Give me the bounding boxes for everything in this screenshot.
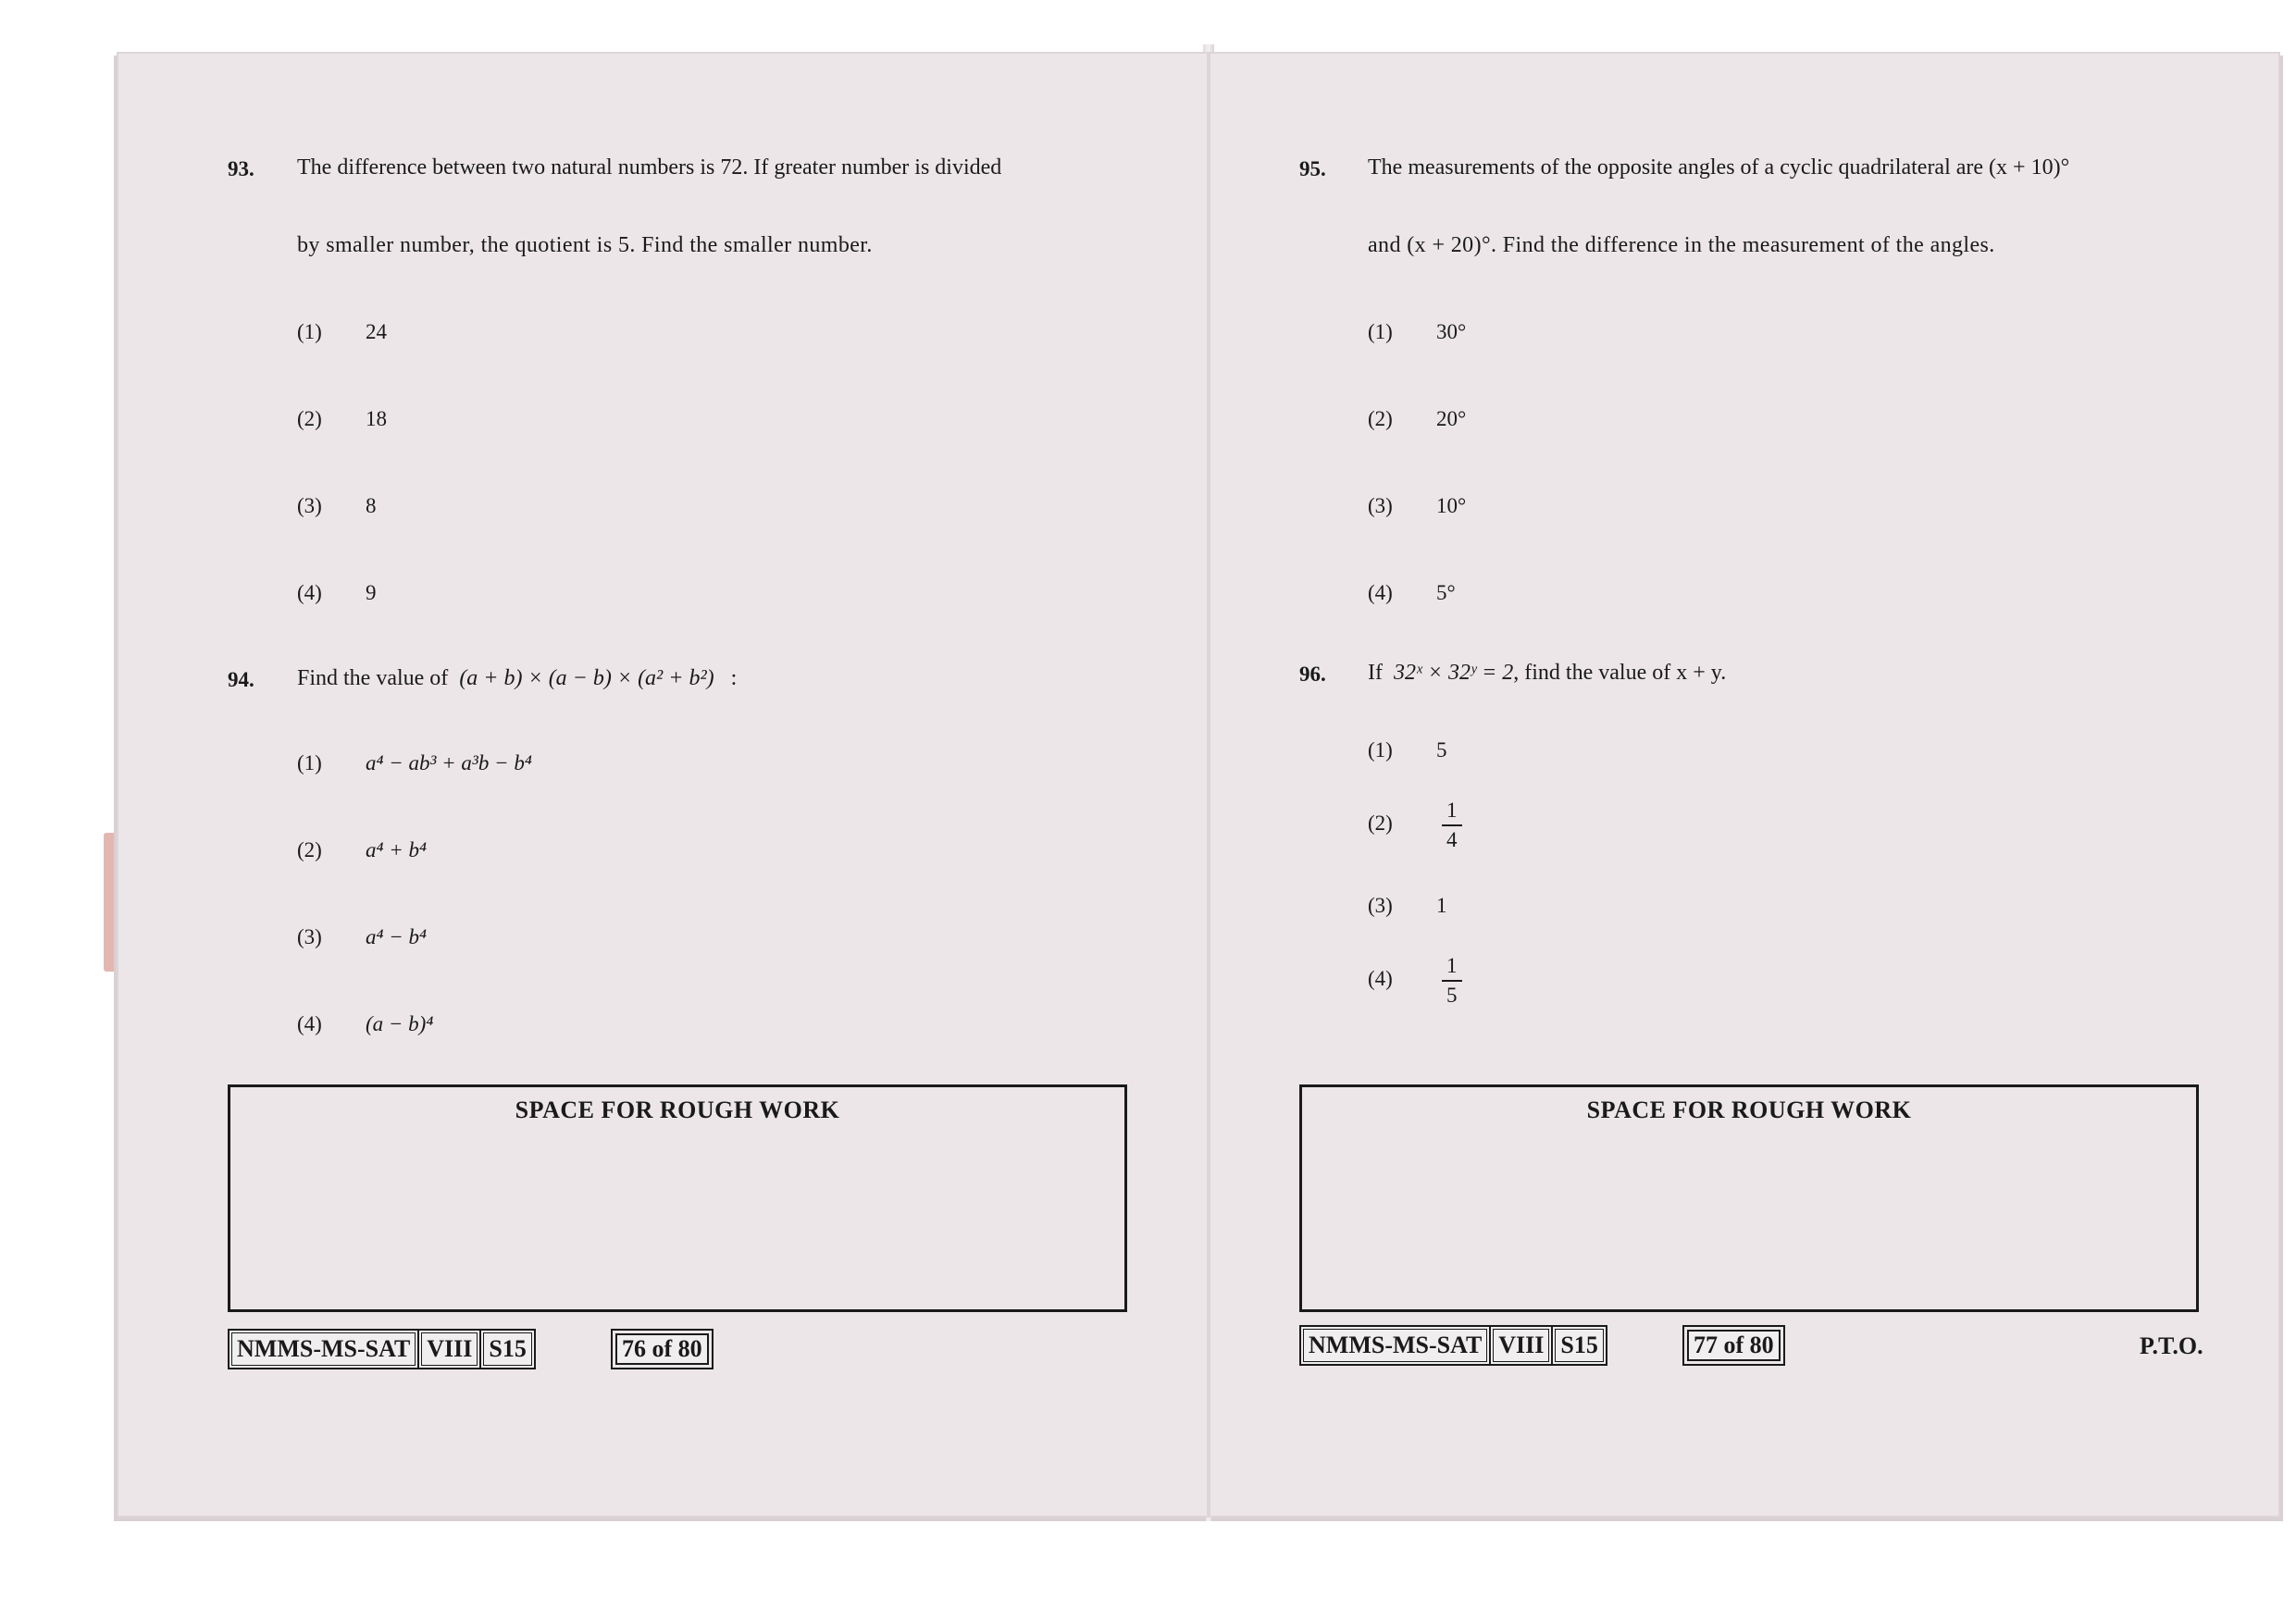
option-2: (2) 18 — [297, 407, 387, 430]
page-number: 76 of 80 — [611, 1329, 714, 1369]
rough-work-box — [1299, 1084, 2199, 1312]
option-4: (4) $\frac{1}{5}$ — [1368, 955, 1462, 1007]
footer-code-box — [228, 1329, 536, 1369]
set-label: S15 — [1553, 1327, 1605, 1364]
option-1: (1) 30° — [1368, 320, 1467, 343]
exam-code: NMMS-MS-SAT — [230, 1331, 419, 1368]
fraction: $\frac{1}{4}$ — [1442, 799, 1462, 851]
question-number: 95. — [1299, 157, 1326, 180]
set-label: S15 — [481, 1331, 533, 1368]
question-number: 94. — [228, 668, 254, 691]
question-text-line1: The measurements of the opposite angles of a cyclic quadrilateral are (x + 10)° — [1368, 155, 2070, 180]
rough-work-title: SPACE FOR ROUGH WORK — [1586, 1096, 1912, 1123]
math-expression: 32ˣ × 32ʸ = 2 — [1393, 661, 1514, 685]
footer-code-box — [1299, 1325, 1607, 1366]
option-2: (2) 20° — [1368, 407, 1467, 430]
question-text-line2: and (x + 20)°. Find the difference in the measurement of the angles. — [1368, 233, 1995, 257]
math-expression: (a + b) × (a − b) × (a² + b²) — [459, 666, 714, 690]
option-3: (3) 1 — [1368, 894, 1447, 917]
question-number: 96. — [1299, 663, 1326, 686]
rough-work-title: SPACE FOR ROUGH WORK — [515, 1096, 840, 1123]
option-2: (2) a⁴ + b⁴ — [297, 838, 428, 861]
option-1: (1) 24 — [297, 320, 387, 343]
option-1: (1) 5 — [1368, 738, 1447, 762]
option-1: (1) a⁴ − ab³ + a³b − b⁴ — [297, 751, 532, 774]
option-4: (4) 5° — [1368, 581, 1456, 604]
question-text: Find the value of (a + b) × (a − b) × (a² + b²) : — [297, 666, 738, 690]
option-2: (2) $\frac{1}{4}$ — [1368, 799, 1462, 851]
option-3: (3) 10° — [1368, 494, 1467, 517]
exam-code: NMMS-MS-SAT — [1301, 1327, 1491, 1364]
question-number: 93. — [228, 157, 254, 180]
question-text: If 32ˣ × 32ʸ = 2, find the value of x + y. — [1368, 661, 1727, 685]
fraction: $\frac{1}{5}$ — [1442, 955, 1462, 1007]
option-3: (3) 8 — [297, 494, 377, 517]
right-page — [1209, 52, 2280, 1518]
question-text-line1: The difference between two natural numbers is 72. If greater number is divided — [297, 155, 1002, 180]
option-4: (4) 9 — [297, 581, 377, 604]
left-page — [117, 52, 1209, 1518]
option-4: (4) (a − b)⁴ — [297, 1012, 434, 1035]
question-text-line2: by smaller number, the quotient is 5. Find the smaller number. — [297, 233, 873, 257]
pto-label: P.T.O. — [2140, 1332, 2203, 1359]
class-label: VIII — [1491, 1327, 1553, 1364]
page-number: 77 of 80 — [1682, 1325, 1785, 1366]
rough-work-box — [228, 1084, 1127, 1312]
option-3: (3) a⁴ − b⁴ — [297, 925, 428, 948]
class-label: VIII — [419, 1331, 481, 1368]
